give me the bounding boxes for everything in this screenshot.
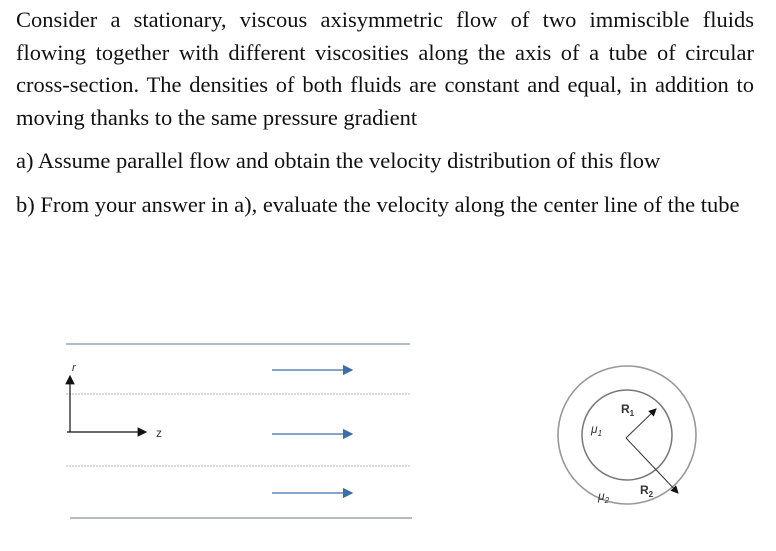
- mu1-label: [590, 422, 602, 438]
- mu2-subscript: 2: [604, 496, 610, 505]
- r1-label: [621, 402, 635, 418]
- problem-intro: Consider a stationary, viscous axisymmetric flow of two immiscible fluids flowing together with different viscosities along the axis of a tube of circular cross-section. The densities of both fluids are constant and equal, in addition to moving thanks to the same pressure gradient: [16, 7, 754, 130]
- r2-label: [640, 483, 654, 499]
- r-axis-label: r: [72, 362, 76, 374]
- flow-diagram-svg: [0, 320, 776, 551]
- mu1-symbol: μ: [591, 422, 598, 436]
- mu2-symbol: μ: [598, 489, 605, 503]
- outer-tube-circle: [558, 366, 696, 504]
- mu1-subscript: 1: [597, 429, 603, 438]
- mu2-label: [597, 489, 610, 505]
- r1-subscript: 1: [629, 409, 635, 418]
- part-b-question: b) From your answer in a), evaluate the velocity along the center line of the tube: [16, 191, 740, 217]
- z-axis-label: z: [156, 426, 162, 440]
- flow-diagram: [0, 320, 776, 551]
- r1-symbol: R: [621, 402, 630, 416]
- problem-statement: [16, 4, 754, 221]
- part-a-question: a) Assume parallel flow and obtain the velocity distribution of this flow: [16, 148, 661, 173]
- r2-symbol: R: [640, 483, 649, 497]
- r2-subscript: 2: [648, 490, 654, 499]
